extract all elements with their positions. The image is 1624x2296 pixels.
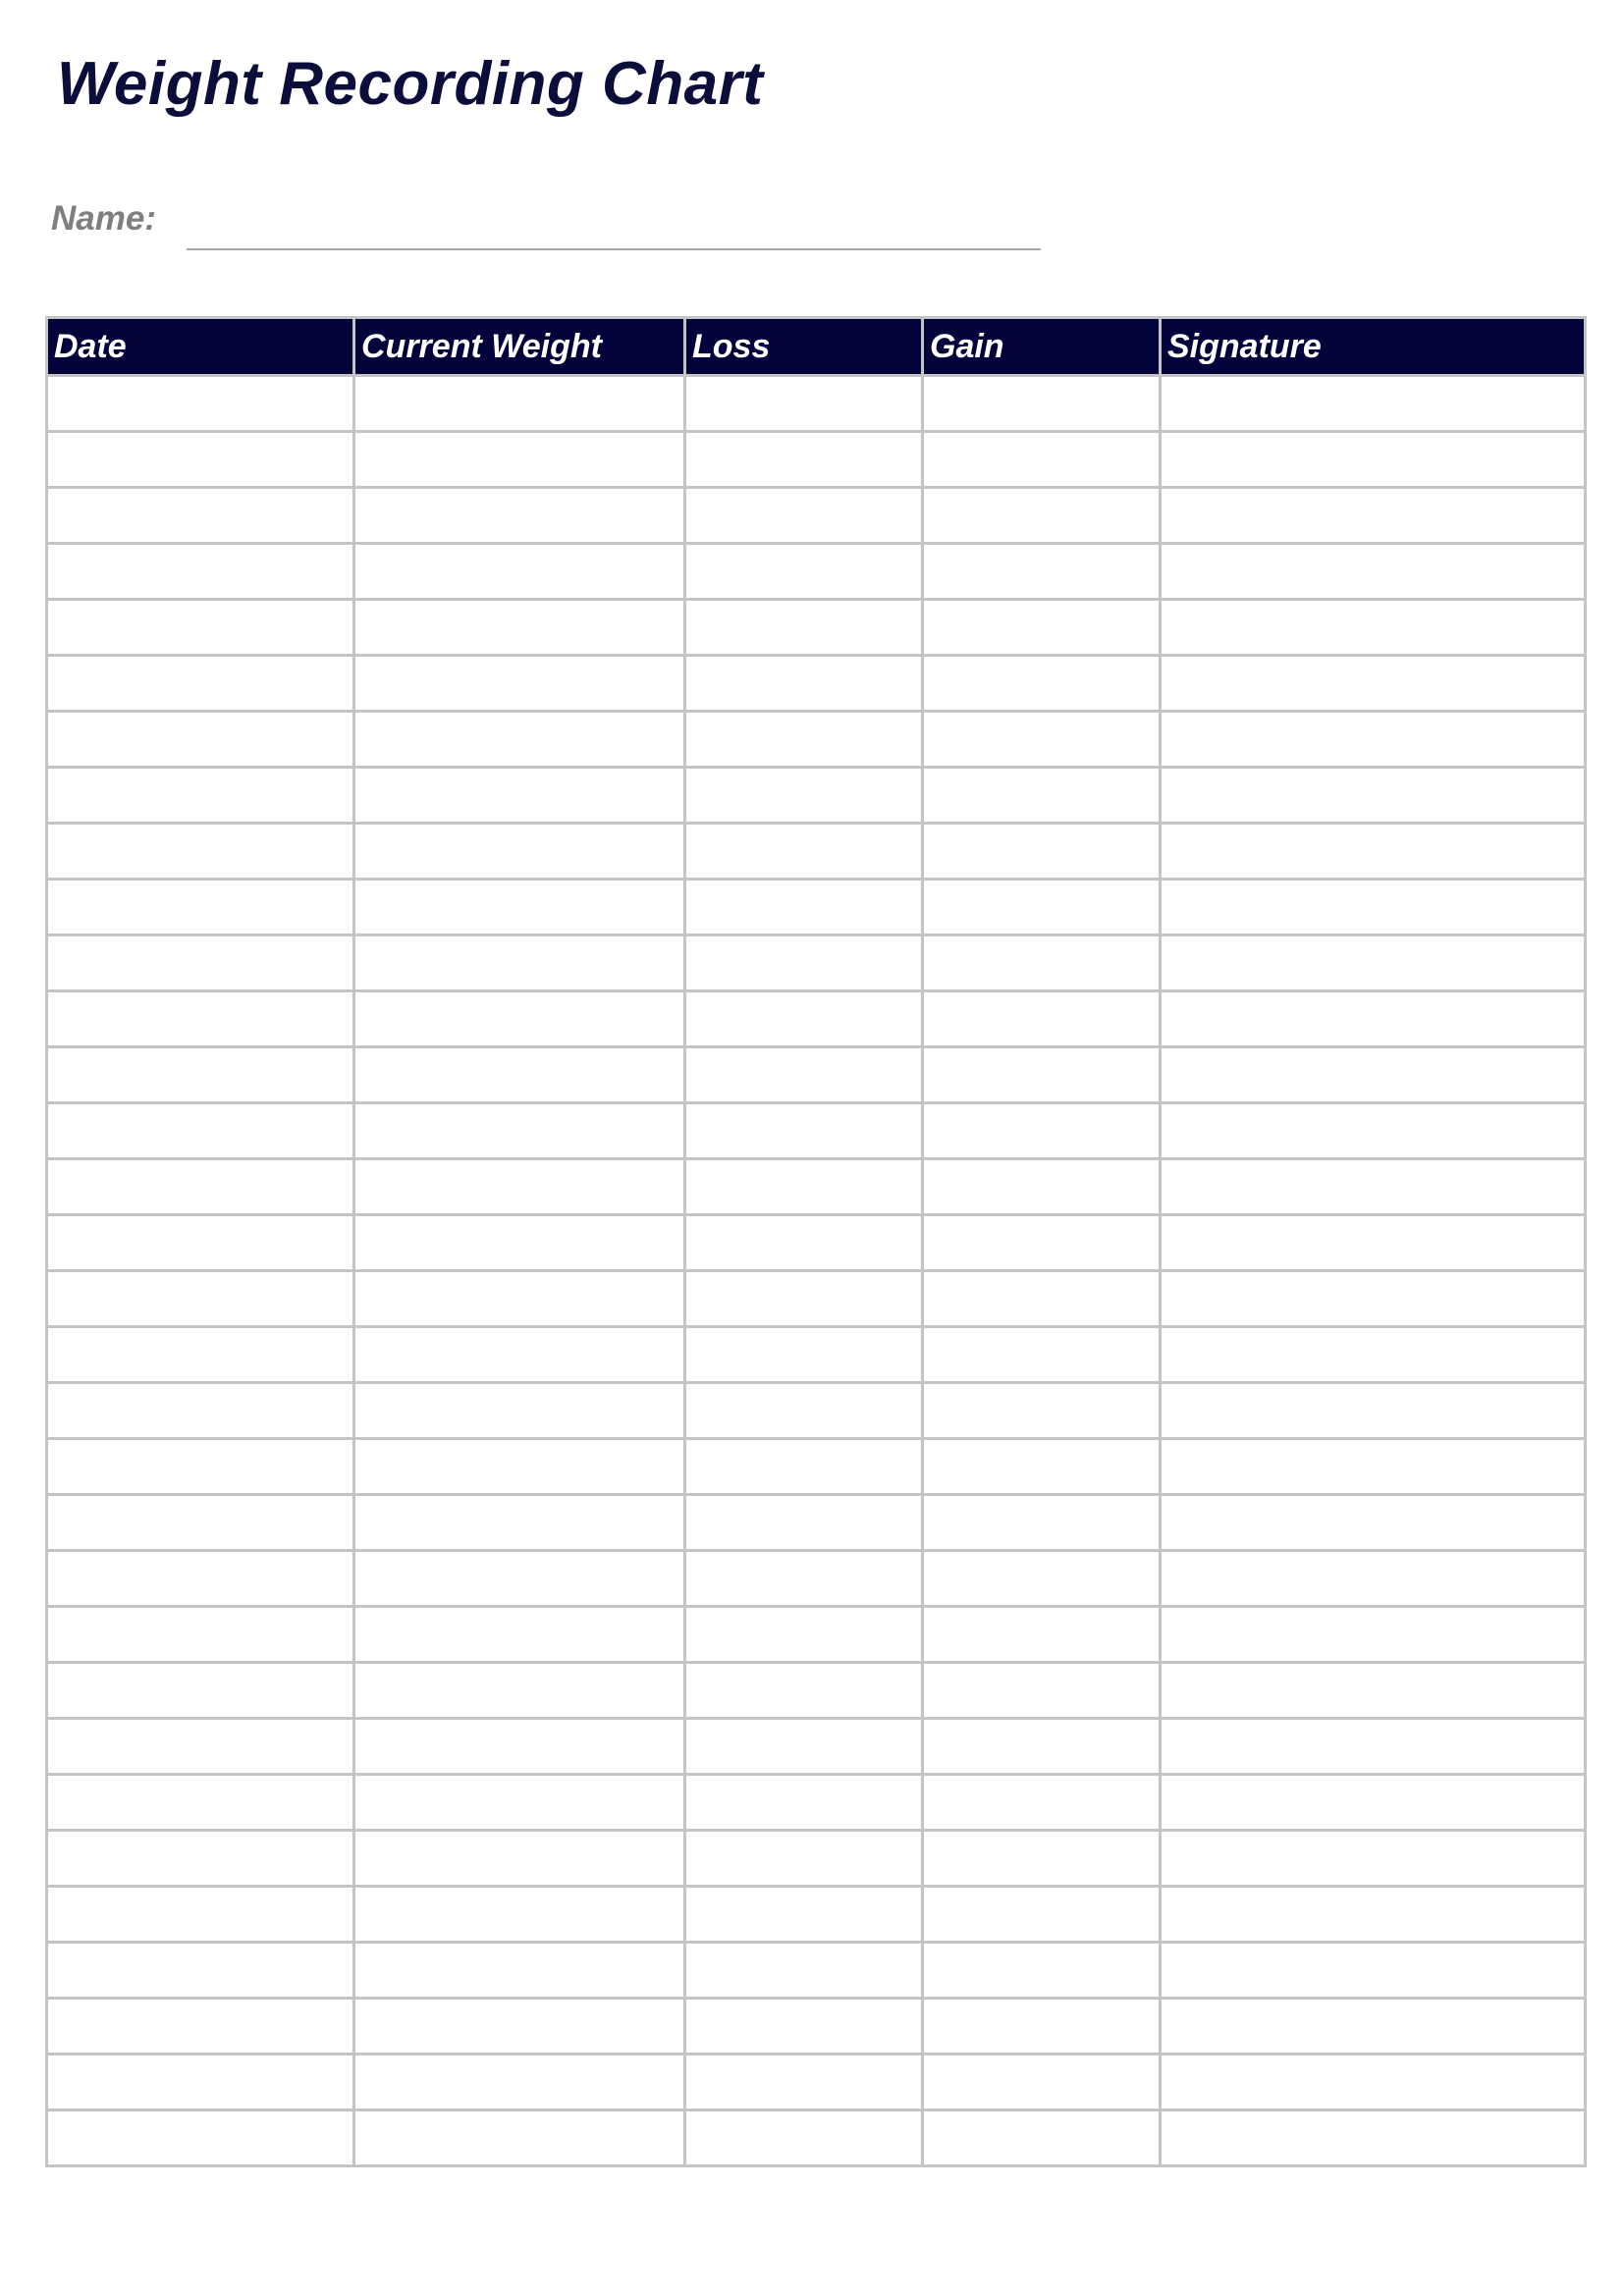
signature-cell[interactable] bbox=[1161, 488, 1586, 544]
date-cell[interactable] bbox=[47, 600, 354, 656]
date-cell[interactable] bbox=[47, 1271, 354, 1327]
table-row bbox=[47, 880, 1586, 935]
gain-cell[interactable] bbox=[923, 1215, 1161, 1271]
column-header-loss: Loss bbox=[685, 318, 923, 376]
gain-cell[interactable] bbox=[923, 1271, 1161, 1327]
gain-cell[interactable] bbox=[923, 1383, 1161, 1439]
current-weight-cell[interactable] bbox=[354, 1383, 685, 1439]
loss-cell[interactable] bbox=[685, 824, 923, 880]
date-cell[interactable] bbox=[47, 880, 354, 935]
signature-cell[interactable] bbox=[1161, 1103, 1586, 1159]
table-row bbox=[47, 824, 1586, 880]
current-weight-cell[interactable] bbox=[354, 1159, 685, 1215]
table-row bbox=[47, 1383, 1586, 1439]
table-row bbox=[47, 2055, 1586, 2110]
table-row bbox=[47, 1607, 1586, 1663]
signature-cell[interactable] bbox=[1161, 1439, 1586, 1495]
gain-cell[interactable] bbox=[923, 768, 1161, 824]
current-weight-cell[interactable] bbox=[354, 1215, 685, 1271]
gain-cell[interactable] bbox=[923, 712, 1161, 768]
signature-cell[interactable] bbox=[1161, 1719, 1586, 1775]
loss-cell[interactable] bbox=[685, 1103, 923, 1159]
table-row bbox=[47, 1831, 1586, 1887]
date-cell[interactable] bbox=[47, 1159, 354, 1215]
signature-cell[interactable] bbox=[1161, 1607, 1586, 1663]
date-cell[interactable] bbox=[47, 768, 354, 824]
loss-cell[interactable] bbox=[685, 1775, 923, 1831]
current-weight-cell[interactable] bbox=[354, 1047, 685, 1103]
loss-cell[interactable] bbox=[685, 432, 923, 488]
current-weight-cell[interactable] bbox=[354, 1271, 685, 1327]
gain-cell[interactable] bbox=[923, 1607, 1161, 1663]
date-cell[interactable] bbox=[47, 1383, 354, 1439]
signature-cell[interactable] bbox=[1161, 376, 1586, 432]
date-cell[interactable] bbox=[47, 488, 354, 544]
header-row bbox=[47, 318, 1586, 376]
current-weight-cell[interactable] bbox=[354, 600, 685, 656]
gain-cell[interactable] bbox=[923, 824, 1161, 880]
signature-cell[interactable] bbox=[1161, 768, 1586, 824]
signature-cell[interactable] bbox=[1161, 1663, 1586, 1719]
signature-cell[interactable] bbox=[1161, 432, 1586, 488]
name-label: Name: bbox=[51, 199, 156, 238]
current-weight-cell[interactable] bbox=[354, 935, 685, 991]
date-cell[interactable] bbox=[47, 432, 354, 488]
gain-cell[interactable] bbox=[923, 1551, 1161, 1607]
loss-cell[interactable] bbox=[685, 1383, 923, 1439]
gain-cell[interactable] bbox=[923, 488, 1161, 544]
loss-cell[interactable] bbox=[685, 935, 923, 991]
table-row bbox=[47, 1887, 1586, 1943]
date-cell[interactable] bbox=[47, 1607, 354, 1663]
date-cell[interactable] bbox=[47, 544, 354, 600]
signature-cell[interactable] bbox=[1161, 544, 1586, 600]
loss-cell[interactable] bbox=[685, 768, 923, 824]
column-header-current-weight: Current Weight bbox=[354, 318, 685, 376]
loss-cell[interactable] bbox=[685, 2055, 923, 2110]
table-row bbox=[47, 1663, 1586, 1719]
table-row bbox=[47, 544, 1586, 600]
loss-cell[interactable] bbox=[685, 1551, 923, 1607]
date-cell[interactable] bbox=[47, 1943, 354, 1999]
date-cell[interactable] bbox=[47, 656, 354, 712]
table-row bbox=[47, 1719, 1586, 1775]
date-cell[interactable] bbox=[47, 1831, 354, 1887]
gain-cell[interactable] bbox=[923, 544, 1161, 600]
loss-cell[interactable] bbox=[685, 544, 923, 600]
table-row bbox=[47, 432, 1586, 488]
current-weight-cell[interactable] bbox=[354, 824, 685, 880]
loss-cell[interactable] bbox=[685, 991, 923, 1047]
table-row bbox=[47, 1439, 1586, 1495]
table-row bbox=[47, 1103, 1586, 1159]
signature-cell[interactable] bbox=[1161, 1383, 1586, 1439]
gain-cell[interactable] bbox=[923, 1327, 1161, 1383]
current-weight-cell[interactable] bbox=[354, 768, 685, 824]
signature-cell[interactable] bbox=[1161, 1775, 1586, 1831]
weight-table bbox=[45, 316, 1587, 2167]
signature-cell[interactable] bbox=[1161, 1943, 1586, 1999]
current-weight-cell[interactable] bbox=[354, 1551, 685, 1607]
gain-cell[interactable] bbox=[923, 432, 1161, 488]
current-weight-cell[interactable] bbox=[354, 1663, 685, 1719]
signature-cell[interactable] bbox=[1161, 880, 1586, 935]
signature-cell[interactable] bbox=[1161, 600, 1586, 656]
date-cell[interactable] bbox=[47, 1719, 354, 1775]
date-cell[interactable] bbox=[47, 1439, 354, 1495]
loss-cell[interactable] bbox=[685, 2110, 923, 2166]
table-row bbox=[47, 935, 1586, 991]
loss-cell[interactable] bbox=[685, 1719, 923, 1775]
loss-cell[interactable] bbox=[685, 1327, 923, 1383]
table-row bbox=[47, 1215, 1586, 1271]
column-header-signature: Signature bbox=[1161, 318, 1586, 376]
date-cell[interactable] bbox=[47, 1215, 354, 1271]
table-row bbox=[47, 768, 1586, 824]
loss-cell[interactable] bbox=[685, 1159, 923, 1215]
current-weight-cell[interactable] bbox=[354, 544, 685, 600]
gain-cell[interactable] bbox=[923, 935, 1161, 991]
gain-cell[interactable] bbox=[923, 1663, 1161, 1719]
signature-cell[interactable] bbox=[1161, 991, 1586, 1047]
table-row bbox=[47, 376, 1586, 432]
loss-cell[interactable] bbox=[685, 1943, 923, 1999]
current-weight-cell[interactable] bbox=[354, 376, 685, 432]
loss-cell[interactable] bbox=[685, 1999, 923, 2055]
loss-cell[interactable] bbox=[685, 488, 923, 544]
current-weight-cell[interactable] bbox=[354, 991, 685, 1047]
date-cell[interactable] bbox=[47, 1775, 354, 1831]
table-row bbox=[47, 600, 1586, 656]
date-cell[interactable] bbox=[47, 1887, 354, 1943]
gain-cell[interactable] bbox=[923, 1775, 1161, 1831]
gain-cell[interactable] bbox=[923, 1887, 1161, 1943]
date-cell[interactable] bbox=[47, 824, 354, 880]
gain-cell[interactable] bbox=[923, 600, 1161, 656]
gain-cell[interactable] bbox=[923, 656, 1161, 712]
current-weight-cell[interactable] bbox=[354, 1439, 685, 1495]
name-field-row bbox=[51, 199, 1053, 254]
date-cell[interactable] bbox=[47, 1551, 354, 1607]
gain-cell[interactable] bbox=[923, 880, 1161, 935]
table-row bbox=[47, 1271, 1586, 1327]
current-weight-cell[interactable] bbox=[354, 880, 685, 935]
signature-cell[interactable] bbox=[1161, 1551, 1586, 1607]
date-cell[interactable] bbox=[47, 1999, 354, 2055]
date-cell[interactable] bbox=[47, 935, 354, 991]
loss-cell[interactable] bbox=[685, 656, 923, 712]
gain-cell[interactable] bbox=[923, 1047, 1161, 1103]
loss-cell[interactable] bbox=[685, 1215, 923, 1271]
loss-cell[interactable] bbox=[685, 1607, 923, 1663]
gain-cell[interactable] bbox=[923, 1439, 1161, 1495]
current-weight-cell[interactable] bbox=[354, 2110, 685, 2166]
table-row bbox=[47, 2110, 1586, 2166]
date-cell[interactable] bbox=[47, 2110, 354, 2166]
current-weight-cell[interactable] bbox=[354, 1607, 685, 1663]
signature-cell[interactable] bbox=[1161, 2055, 1586, 2110]
loss-cell[interactable] bbox=[685, 600, 923, 656]
gain-cell[interactable] bbox=[923, 1719, 1161, 1775]
gain-cell[interactable] bbox=[923, 991, 1161, 1047]
signature-cell[interactable] bbox=[1161, 1999, 1586, 2055]
table-row bbox=[47, 991, 1586, 1047]
signature-cell[interactable] bbox=[1161, 1215, 1586, 1271]
loss-cell[interactable] bbox=[685, 376, 923, 432]
page-title: Weight Recording Chart bbox=[57, 50, 764, 118]
date-cell[interactable] bbox=[47, 1663, 354, 1719]
date-cell[interactable] bbox=[47, 376, 354, 432]
date-cell[interactable] bbox=[47, 2055, 354, 2110]
loss-cell[interactable] bbox=[685, 1887, 923, 1943]
gain-cell[interactable] bbox=[923, 2110, 1161, 2166]
signature-cell[interactable] bbox=[1161, 824, 1586, 880]
gain-cell[interactable] bbox=[923, 1831, 1161, 1887]
table-row bbox=[47, 1943, 1586, 1999]
current-weight-cell[interactable] bbox=[354, 1999, 685, 2055]
loss-cell[interactable] bbox=[685, 1439, 923, 1495]
signature-cell[interactable] bbox=[1161, 2110, 1586, 2166]
current-weight-cell[interactable] bbox=[354, 1831, 685, 1887]
current-weight-cell[interactable] bbox=[354, 712, 685, 768]
current-weight-cell[interactable] bbox=[354, 1943, 685, 1999]
date-cell[interactable] bbox=[47, 1495, 354, 1551]
current-weight-cell[interactable] bbox=[354, 1719, 685, 1775]
gain-cell[interactable] bbox=[923, 1943, 1161, 1999]
gain-cell[interactable] bbox=[923, 1999, 1161, 2055]
current-weight-cell[interactable] bbox=[354, 1103, 685, 1159]
date-cell[interactable] bbox=[47, 1327, 354, 1383]
current-weight-cell[interactable] bbox=[354, 1887, 685, 1943]
loss-cell[interactable] bbox=[685, 712, 923, 768]
loss-cell[interactable] bbox=[685, 1663, 923, 1719]
loss-cell[interactable] bbox=[685, 880, 923, 935]
date-cell[interactable] bbox=[47, 712, 354, 768]
name-input-line[interactable] bbox=[187, 248, 1041, 250]
signature-cell[interactable] bbox=[1161, 656, 1586, 712]
current-weight-cell[interactable] bbox=[354, 1327, 685, 1383]
signature-cell[interactable] bbox=[1161, 712, 1586, 768]
table-row bbox=[47, 1551, 1586, 1607]
gain-cell[interactable] bbox=[923, 1103, 1161, 1159]
column-header-gain: Gain bbox=[923, 318, 1161, 376]
table-row bbox=[47, 1159, 1586, 1215]
current-weight-cell[interactable] bbox=[354, 432, 685, 488]
date-cell[interactable] bbox=[47, 991, 354, 1047]
gain-cell[interactable] bbox=[923, 1159, 1161, 1215]
gain-cell[interactable] bbox=[923, 2055, 1161, 2110]
table-row bbox=[47, 1495, 1586, 1551]
table-row bbox=[47, 1047, 1586, 1103]
current-weight-cell[interactable] bbox=[354, 1775, 685, 1831]
table-row bbox=[47, 656, 1586, 712]
current-weight-cell[interactable] bbox=[354, 488, 685, 544]
table-row bbox=[47, 488, 1586, 544]
loss-cell[interactable] bbox=[685, 1495, 923, 1551]
table-row bbox=[47, 1999, 1586, 2055]
loss-cell[interactable] bbox=[685, 1831, 923, 1887]
signature-cell[interactable] bbox=[1161, 1831, 1586, 1887]
signature-cell[interactable] bbox=[1161, 1047, 1586, 1103]
signature-cell[interactable] bbox=[1161, 1495, 1586, 1551]
column-header-date: Date bbox=[47, 318, 354, 376]
signature-cell[interactable] bbox=[1161, 1271, 1586, 1327]
current-weight-cell[interactable] bbox=[354, 2055, 685, 2110]
gain-cell[interactable] bbox=[923, 376, 1161, 432]
gain-cell[interactable] bbox=[923, 1495, 1161, 1551]
current-weight-cell[interactable] bbox=[354, 656, 685, 712]
signature-cell[interactable] bbox=[1161, 1327, 1586, 1383]
table-row bbox=[47, 1775, 1586, 1831]
current-weight-cell[interactable] bbox=[354, 1495, 685, 1551]
loss-cell[interactable] bbox=[685, 1271, 923, 1327]
table-row bbox=[47, 1327, 1586, 1383]
signature-cell[interactable] bbox=[1161, 1887, 1586, 1943]
signature-cell[interactable] bbox=[1161, 935, 1586, 991]
date-cell[interactable] bbox=[47, 1103, 354, 1159]
date-cell[interactable] bbox=[47, 1047, 354, 1103]
table-row bbox=[47, 712, 1586, 768]
table-body bbox=[47, 376, 1586, 2166]
loss-cell[interactable] bbox=[685, 1047, 923, 1103]
signature-cell[interactable] bbox=[1161, 1159, 1586, 1215]
